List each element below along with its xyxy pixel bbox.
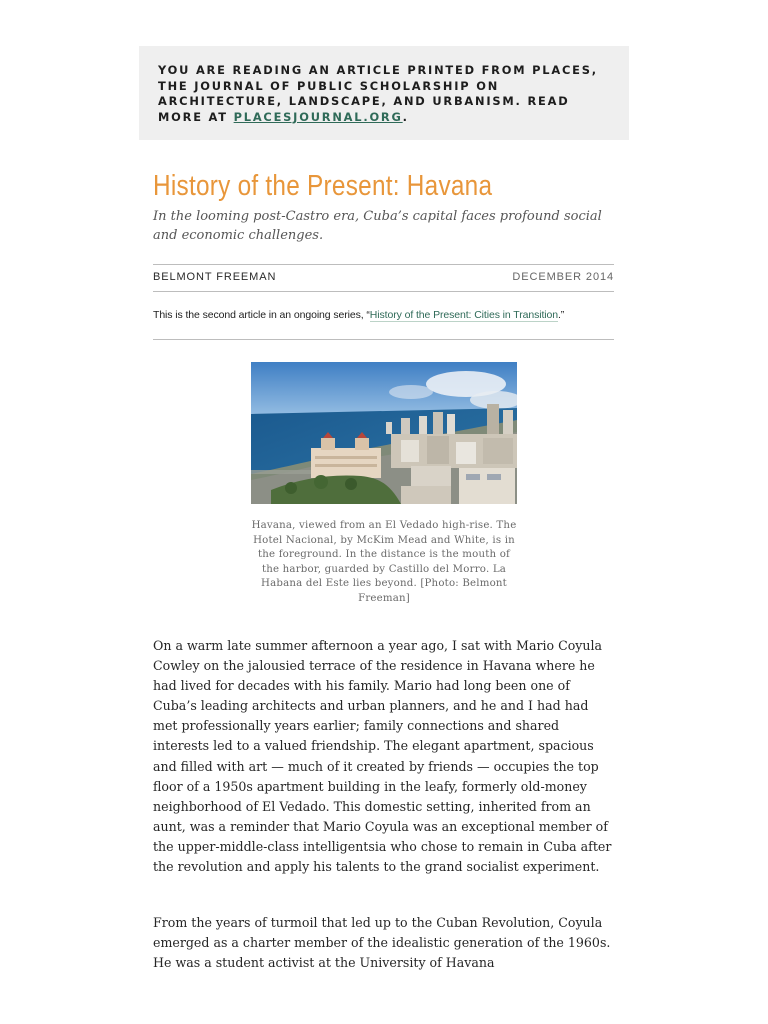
havana-skyline-photo	[251, 362, 517, 504]
series-link[interactable]: History of the Present: Cities in Transition	[369, 309, 558, 321]
photo-caption: Havana, viewed from an El Vedado high-rise. The Hotel Nacional, by McKim Mead and White, is in the foreground. In the distance is the mouth of the harbor, guarded by Castillo del Morro. La Habana del Este lies beyond. [Photo: Belmont Freeman]	[251, 520, 517, 604]
placesjournal-link[interactable]: PLACESJOURNAL.ORG	[233, 109, 403, 124]
body-paragraph-2: From the years of turmoil that led up to the Cuban Revolution, Coyula emerged as a charter member of the idealistic generation of the 1960s. He was a student activist at the University of Havana	[153, 915, 611, 971]
article-subtitle: In the looming post-Castro era, Cuba’s capital faces profound social and economic challenges.	[153, 209, 602, 243]
byline-bottom-divider	[153, 291, 614, 292]
byline	[153, 271, 614, 285]
byline-top-divider	[153, 264, 614, 265]
series-note: This is the second article in an ongoing series, “History of the Present: Cities in Transition.”	[153, 309, 565, 321]
author-name: BELMONT FREEMAN	[153, 271, 277, 283]
body-paragraph-1: On a warm late summer afternoon a year ago, I sat with Mario Coyula Cowley on the jalousied terrace of the residence in Havana where he had lived for decades with his family. Mario had long been one of Cuba’s leading architects and urban planners, and he and I had had met professionally years earlier; family connections and shared interests led to a valued friendship. The elegant apartment, spacious and filled with art — much of it created by friends — occupies the top floor of a 1950s apartment building in the leafy, formerly old-money neighborhood of El Vedado. This domestic setting, inherited from an aunt, was a reminder that Mario Coyula was an exceptional member of the upper-middle-class intelligentsia who chose to remain in Cuba after the revolution and apply his talents to the grand socialist experiment.	[153, 638, 612, 875]
article-title: History of the Present: Havana	[153, 170, 493, 202]
publication-date: DECEMBER 2014	[512, 271, 614, 283]
intro-divider	[153, 339, 614, 340]
print-notice-banner	[139, 46, 629, 140]
print-notice-text: YOU ARE READING AN ARTICLE PRINTED FROM PLACES, THE JOURNAL OF PUBLIC SCHOLARSHIP ON ARCHITECTURE, LANDSCAPE, AND URBANISM. READ MORE AT PLACESJOURNAL.ORG.	[158, 63, 598, 124]
